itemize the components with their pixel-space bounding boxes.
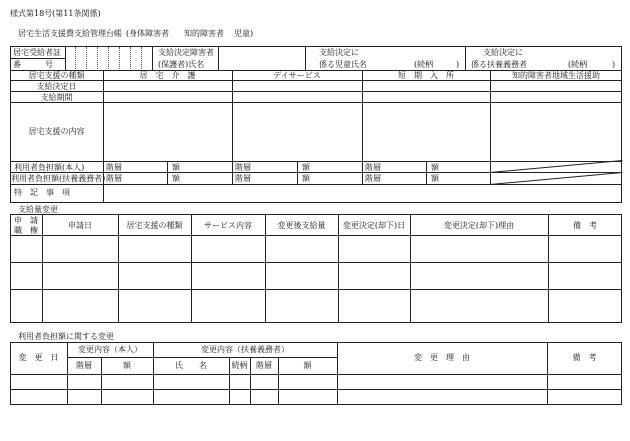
child-name-label: 係る児童氏名 xyxy=(319,60,367,69)
service-day-service: デイサービス xyxy=(273,71,321,80)
change-table xyxy=(10,214,622,323)
header-authority: 職 権 xyxy=(14,226,38,235)
service-group-home: 知的障害者地域生活援助 xyxy=(512,71,600,80)
service-home-care: 居 宅 介 護 xyxy=(139,71,196,80)
header-application: 申 請 xyxy=(14,216,38,225)
header-service-content: サービス内容 xyxy=(204,221,252,230)
guardian-change-label: 変更内容（扶養義務者） xyxy=(201,345,289,354)
form-number: 様式第18号(第11条関係) xyxy=(10,9,101,18)
self-change-label: 変更内容（本人） xyxy=(78,345,142,354)
header-service-type: 居宅支援の種類 xyxy=(126,221,183,230)
category-child: 児童) xyxy=(234,29,254,38)
decision-person-label: 支給決定障害者 xyxy=(158,48,214,57)
obligor-name-label: 係る扶養義務者 xyxy=(471,60,527,69)
change-section-title: 支給量変更 xyxy=(18,205,58,214)
service-type-label: 居宅支援の種類 xyxy=(28,71,85,80)
burden-section-title: 利用者負担額に関する変更 xyxy=(18,332,114,341)
period-label: 支給期間 xyxy=(40,93,73,102)
header-decision-date: 変更決定(却下)日 xyxy=(342,221,406,230)
remarks-label: 特 記 事 項 xyxy=(14,188,70,197)
guardian-name-label: (保護者)氏名 xyxy=(158,60,205,69)
change-date-label: 変 更 日 xyxy=(18,353,59,362)
header-new-amount: 変更後支給量 xyxy=(277,221,326,230)
burden-remarks-label: 備 考 xyxy=(572,353,597,362)
recipient-number-label-2: 番 号 xyxy=(13,60,53,69)
burden-guardian-label: 利用者負担額(扶養義務者) xyxy=(11,174,106,183)
category-intellectual: 知的障害者 xyxy=(184,29,224,38)
child-label: 支給決定に xyxy=(319,48,359,57)
service-short-stay: 短 期 入 所 xyxy=(398,71,454,80)
obligor-relation-label: (続柄 xyxy=(568,60,588,69)
child-relation-label: (続柄 xyxy=(414,60,434,69)
header-remarks: 備 考 xyxy=(573,221,597,230)
page-title: 居宅生活支援費支給管理台帳 xyxy=(18,29,122,38)
header-application-date: 申請日 xyxy=(68,221,92,230)
decision-date-label: 支給決定日 xyxy=(36,82,77,91)
change-reason-label: 変 更 理 由 xyxy=(414,353,470,362)
content-label: 居宅支援の内容 xyxy=(28,127,85,136)
header-decision-reason: 変更決定(却下)理由 xyxy=(443,221,515,230)
obligor-label: 支給決定に xyxy=(483,48,523,57)
burden-self-label: 利用者負担額(本人) xyxy=(14,163,85,172)
category-group: (身体障害者 xyxy=(126,29,170,38)
recipient-number-label: 居宅受給者証 xyxy=(13,48,61,57)
